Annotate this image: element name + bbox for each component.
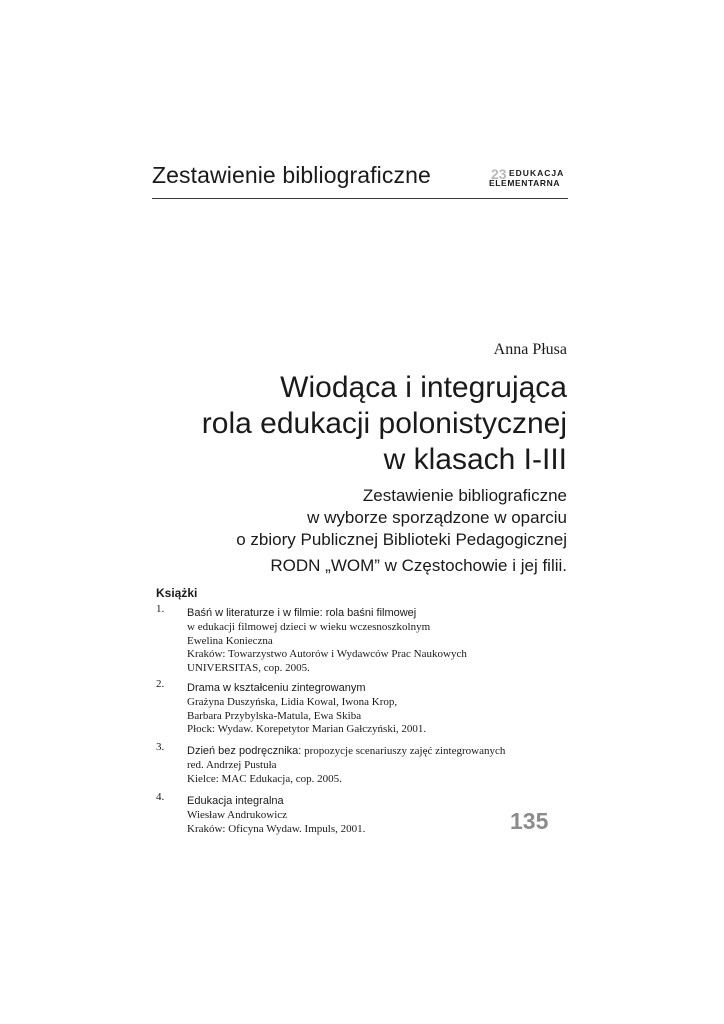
issue-number: 23 xyxy=(491,166,507,182)
entry-title: Edukacja integralna xyxy=(187,795,284,807)
entry-number: 2. xyxy=(156,678,165,690)
subtitle-line: w wyborze sporządzone w oparciu xyxy=(307,508,567,527)
entry-author-line: Wiesław Andrukowicz xyxy=(187,809,288,821)
entry-publisher-line: Kraków: Oficyna Wydaw. Impuls, 2001. xyxy=(187,822,366,835)
logo-text-line1: EDUKACJA xyxy=(509,168,565,178)
entry-publisher-line: Kielce: MAC Edukacja, cop. 2005. xyxy=(187,772,342,785)
page-number: 135 xyxy=(510,808,549,834)
entry-publisher-line: UNIVERSITAS, cop. 2005. xyxy=(187,661,310,674)
entry-number: 3. xyxy=(156,741,165,753)
entry-author-line: Barbara Przybylska-Matula, Ewa Skiba xyxy=(187,709,362,722)
subtitle-line: Zestawienie bibliograficzne xyxy=(362,486,567,505)
subtitle-line: o zbiory Publicznej Biblioteki Pedagogicznej xyxy=(236,530,567,549)
entry-editor-line: red. Andrzej Pustuła xyxy=(187,759,277,771)
article-subtitle xyxy=(67,485,567,577)
article-title xyxy=(67,370,567,478)
running-header-title: Zestawienie bibliograficzne xyxy=(152,162,431,188)
section-heading: Książki xyxy=(156,586,198,600)
entry-title: Baśń w literaturze i w filmie: rola baśni filmowej xyxy=(187,607,417,619)
entry-publisher-line: Płock: Wydaw. Korepetytor Marian Gałczyński, 2001. xyxy=(187,723,427,735)
entry-title: Drama w kształceniu zintegrowanym xyxy=(187,682,366,694)
entry-detail-line: w edukacji filmowej dzieci w wieku wczesnoszkolnym xyxy=(187,621,431,633)
entry-author-line: Ewelina Konieczna xyxy=(187,634,273,647)
entry-publisher-line: Kraków: Towarzystwo Autorów i Wydawców Prac Naukowych xyxy=(187,648,467,660)
article-title-line: rola edukacji polonistycznej xyxy=(201,407,567,440)
subtitle-line: RODN „WOM” w Częstochowie i jej filii. xyxy=(270,556,567,575)
journal-logo xyxy=(488,167,568,189)
entry-author-line: Grażyna Duszyńska, Lidia Kowal, Iwona Krop, xyxy=(187,696,398,708)
entry-number: 1. xyxy=(156,603,165,615)
running-header xyxy=(152,160,568,199)
article-title-line: w klasach I-III xyxy=(383,443,567,476)
entry-title-suffix: propozycje scenariuszy zajęć zintegrowanych xyxy=(301,745,506,757)
logo-text-line2: ELEMENTARNA xyxy=(489,178,561,188)
article-author: Anna Płusa xyxy=(493,341,567,358)
entry-title: Dzień bez podręcznika: xyxy=(187,745,302,757)
article-title-line: Wiodąca i integrująca xyxy=(280,371,567,404)
entry-number: 4. xyxy=(156,791,165,803)
